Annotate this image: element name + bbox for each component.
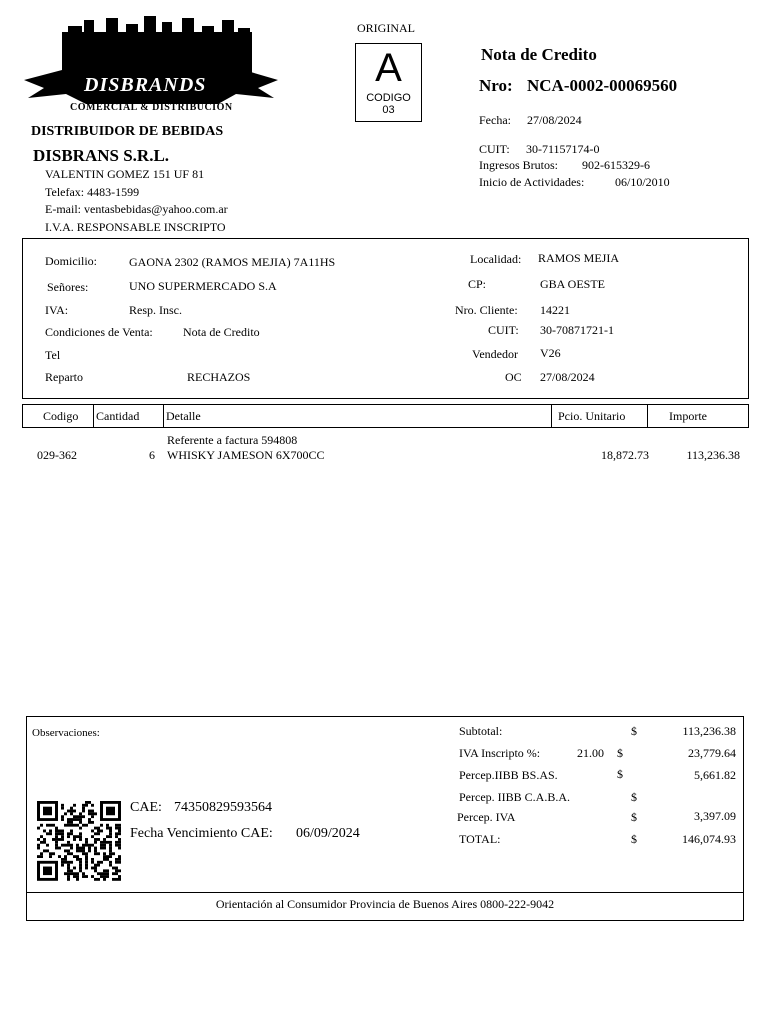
sale-conditions-label: Condiciones de Venta: [45,325,153,339]
company-iva-status: I.V.A. RESPONSABLE INSCRIPTO [45,220,226,234]
total-value: 146,074.93 [682,832,736,846]
document-number-label: Nro: [479,76,513,95]
issuer-cuit-value: 30-71157174-0 [526,142,600,156]
logo-tagline: COMERCIAL & DISTRIBUCIÓN [70,102,233,113]
seller-value: V26 [540,346,561,360]
company-name: DISBRANS S.R.L. [33,146,170,165]
column-header-unit-price: Pcio. Unitario [558,409,626,423]
qr-code [37,801,121,881]
client-number-value: 14221 [540,303,570,317]
subtotal-value: 113,236.38 [682,724,736,738]
subtotal-label: Subtotal: [459,724,503,738]
document-title: Nota de Credito [481,45,597,64]
iibb-caba-label: Percep. IIBB C.A.B.A. [459,790,570,804]
postal-code-label: CP: [468,277,487,291]
iva-rate-value: 21.00 [577,746,604,760]
percep-iva-currency: $ [631,810,637,824]
client-cuit-label: CUIT: [488,323,519,337]
iva-amount: 23,779.64 [688,746,736,760]
purchase-order-value: 27/08/2024 [540,370,595,384]
iibb-bsas-currency: $ [617,767,623,781]
document-number: NCA-0002-00069560 [527,76,678,95]
cae-expiry-label: Fecha Vencimiento CAE: [130,826,273,841]
iva-currency: $ [617,746,623,760]
gross-income-value: 902-615329-6 [582,158,650,172]
gross-income-label: Ingresos Brutos: [479,158,558,172]
client-iva-value: Resp. Insc. [129,303,182,317]
document-letter: A [375,46,402,90]
delivery-value: RECHAZOS [187,370,251,384]
row-detail: WHISKY JAMESON 6X700CC [167,448,325,462]
column-header-code: Codigo [43,409,79,423]
customer-value: UNO SUPERMERCADO S.A [129,279,277,293]
total-label: TOTAL: [459,832,501,846]
company-phone: Telefax: 4483-1599 [45,185,140,199]
client-iva-label: IVA: [45,303,69,317]
date-label: Fecha: [479,113,511,127]
iva-rate-label: IVA Inscripto %: [459,746,541,760]
sale-conditions-value: Nota de Credito [183,325,260,339]
logo-brand-text: DISBRANDS [84,74,207,96]
invoice-reference: Referente a factura 594808 [167,433,298,447]
client-cuit-value: 30-70871721-1 [540,323,614,337]
percep-iva-label: Percep. IVA [457,810,516,824]
company-email: E-mail: ventasbebidas@yahoo.com.ar [45,202,228,216]
address-value: GAONA 2302 (RAMOS MEJIA) 7A11HS [129,255,336,269]
postal-code-value: GBA OESTE [540,277,606,291]
cae-label: CAE: [130,800,162,815]
row-quantity: 6 [149,448,155,462]
consumer-orientation: Orientación al Consumidor Provincia de Buenos Aires 0800-222-9042 [215,897,555,911]
footer-divider [27,892,743,893]
column-header-quantity: Cantidad [96,409,140,423]
iibb-caba-currency: $ [631,790,637,804]
locality-label: Localidad: [470,252,522,266]
company-address: VALENTIN GOMEZ 151 UF 81 [45,167,205,181]
row-amount: 113,236.38 [686,448,740,462]
totals-box [26,716,744,921]
client-number-label: Nro. Cliente: [455,303,518,317]
date-value: 27/08/2024 [527,113,582,127]
iibb-bsas-label: Percep.IIBB BS.AS. [459,768,558,782]
original-label: ORIGINAL [357,21,415,35]
issuer-cuit-label: CUIT: [479,142,510,156]
locality-value: RAMOS MEJIA [538,251,620,265]
column-header-detail: Detalle [166,409,201,423]
row-code: 029-362 [37,448,77,462]
row-unit-price: 18,872.73 [601,448,649,462]
column-header-amount: Importe [669,409,707,423]
total-currency: $ [631,832,637,846]
cae-expiry-value: 06/09/2024 [296,826,360,841]
delivery-label: Reparto [45,370,83,384]
purchase-order-label: OC [505,370,522,384]
document-code-label: CODIGO [366,92,411,104]
percep-iva-value: 3,397.09 [694,809,736,823]
document-code: 03 [382,104,395,116]
subtotal-currency: $ [631,724,637,738]
cae-value: 74350829593564 [174,800,272,815]
seller-label: Vendedor [472,347,518,361]
document-type-box [355,43,422,122]
activity-start-label: Inicio de Actividades: [479,175,585,189]
phone-label: Tel [45,348,61,362]
customer-label: Señores: [47,280,89,294]
company-logo [22,14,280,126]
items-table-header [22,404,749,428]
client-info-box [22,238,749,399]
iibb-bsas-value: 5,661.82 [694,768,736,782]
observations-label: Observaciones: [32,727,100,739]
address-label: Domicilio: [45,254,97,268]
distributor-heading: DISTRIBUIDOR DE BEBIDAS [31,124,224,139]
activity-start-value: 06/10/2010 [615,175,670,189]
